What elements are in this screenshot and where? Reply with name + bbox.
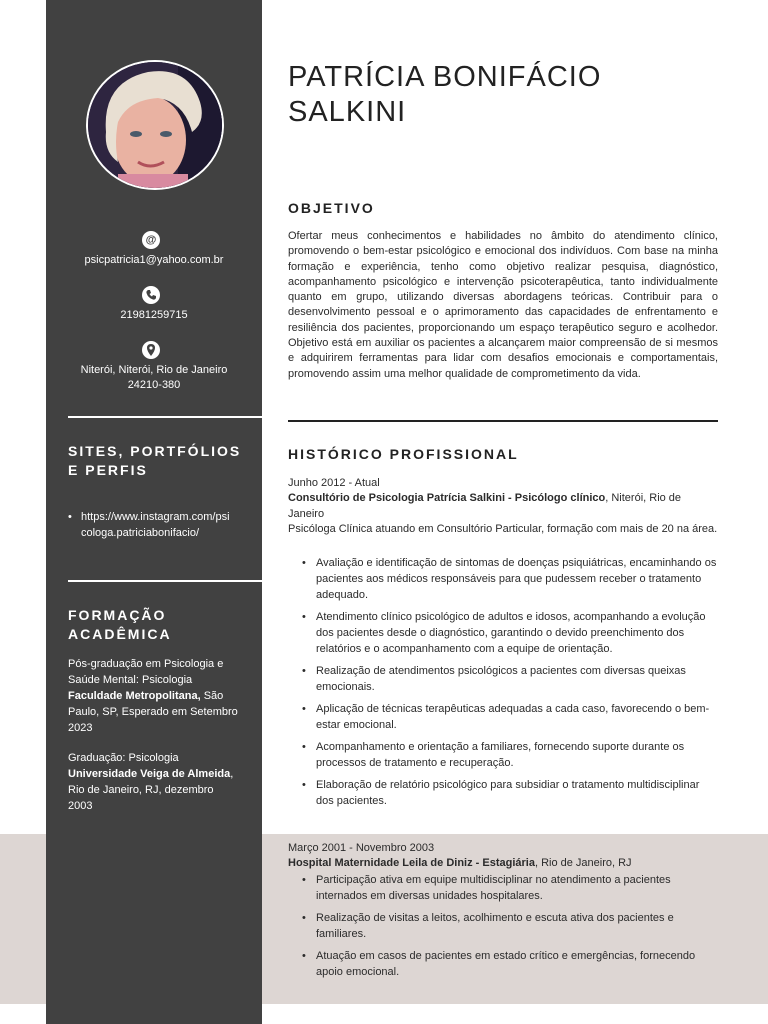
job-period: Junho 2012 - Atual bbox=[288, 477, 380, 489]
education-details: São Paulo, SP, Esperado em Setembro 2023 bbox=[68, 690, 238, 734]
education-entry bbox=[68, 750, 238, 814]
history-heading: HISTÓRICO PROFISSIONAL bbox=[288, 446, 519, 462]
job-title: Consultório de Psicologia Patrícia Salkini - Psicólogo clínico bbox=[288, 492, 606, 505]
job-bullets bbox=[300, 555, 718, 809]
education-course: Graduação: Psicologia bbox=[68, 752, 179, 764]
education-heading: FORMAÇÃO ACADÊMICA bbox=[68, 607, 172, 642]
list-item: • Realização de visitas a leitos, acolhimento e escuta ativa dos pacientes e familiares. bbox=[300, 910, 718, 942]
education-entry bbox=[68, 656, 238, 736]
profile-photo bbox=[86, 60, 224, 190]
education-school: Faculdade Metropolitana, bbox=[68, 690, 201, 702]
list-item: • Realização de atendimentos psicológicos a pacientes com diversas queixas emocionais. bbox=[300, 663, 718, 695]
objective-text: Ofertar meus conhecimentos e habilidades no âmbito do atendimento clínico, promovendo o bem-estar psicológico e emocional dos indivíduos. Com base na minha formação e experiência, tenho como objetivo realizar pesquisa, diagnóstico, acompanhamento psicológico e intervenção psicoterapêutica, tanto individualmente quanto em grupo, utilizando diversas abordagens teóricas. Contribuir para o desenvolvimento pessoal e o aprimoramento das capacidades de enfrentamento e resiliência dos pacientes, proporcionando um espaço terapêutico seguro e acolhedor. Objetivo está em auxiliar os pacientes a alcançarem maior compreensão de si mesmos e adquirirem ferramentas para lidar com desafios emocionais e comportamentais, promovendo assim uma melhor qualidade de comprometimento da vida. bbox=[288, 230, 718, 380]
list-item: • Avaliação e identificação de sintomas de doenças psiquiátricas, encaminhando os pacientes aos médicos responsáveis para que pudessem receber o tratamento adequado. bbox=[300, 555, 718, 603]
job-entry bbox=[288, 841, 718, 872]
list-item: • Participação ativa em equipe multidisciplinar no atendimento a pacientes internados em diversas unidades hospitalares. bbox=[300, 872, 718, 904]
education-school: Universidade Veiga de Almeida bbox=[68, 768, 231, 780]
sidebar-divider bbox=[68, 580, 262, 582]
education-course: Pós-graduação em Psicologia e Saúde Mental: Psicologia bbox=[68, 658, 224, 686]
job-summary: Psicóloga Clínica atuando em Consultório Particular, formação com mais de 20 na área. bbox=[288, 522, 718, 535]
list-item: • Atendimento clínico psicológico de adultos e idosos, acompanhando a evolução dos pacientes desde o diagnóstico, garantindo o devido preenchimento dos relatórios e o acompanhamento com a equipe de orientação. bbox=[300, 609, 718, 657]
education-details: , Rio de Janeiro, RJ, dezembro 2003 bbox=[68, 768, 234, 812]
address-line1: Niterói, Niterói, Rio de Janeiro bbox=[80, 364, 228, 376]
job-title: Hospital Maternidade Leila de Diniz - Estagiária bbox=[288, 857, 535, 870]
sidebar-divider bbox=[68, 416, 262, 418]
sidebar bbox=[46, 0, 262, 1024]
site-link[interactable]: https://www.instagram.com/psicologa.patriciabonifacio/ bbox=[81, 511, 230, 539]
email-text[interactable]: psicpatricia1@yahoo.com.br bbox=[84, 254, 224, 266]
list-item: • Aplicação de técnicas terapêuticas adequadas a cada caso, favorecendo o bem-estar emocional. bbox=[300, 701, 718, 733]
phone-icon bbox=[142, 286, 160, 304]
job-entry bbox=[288, 476, 718, 537]
address-line2: 24210-380 bbox=[127, 379, 181, 391]
job-bullets bbox=[300, 872, 718, 980]
at-icon: @ bbox=[142, 231, 160, 249]
objective-heading: OBJETIVO bbox=[288, 200, 375, 216]
job-period: Março 2001 - Novembro 2003 bbox=[288, 842, 435, 854]
section-divider bbox=[288, 420, 718, 422]
bullet-icon: • bbox=[68, 511, 72, 523]
location-icon bbox=[142, 341, 160, 359]
list-item: • Atuação em casos de pacientes em estado crítico e emergências, fornecendo apoio emocional. bbox=[300, 948, 718, 980]
job-location: , Rio de Janeiro, RJ bbox=[534, 857, 632, 870]
sites-heading: SITES, PORTFÓLIOS E PERFIS bbox=[68, 443, 242, 478]
phone-text[interactable]: 21981259715 bbox=[120, 309, 188, 321]
list-item: • Acompanhamento e orientação a familiares, fornecendo suporte durante os processos de tratamento e recuperação. bbox=[300, 739, 718, 771]
list-item: • Elaboração de relatório psicológico para subsidiar o tratamento multidisciplinar dos pacientes. bbox=[300, 777, 718, 809]
job-location: , Niterói, Rio de Janeiro bbox=[288, 492, 682, 520]
person-name: PATRÍCIA BONIFÁCIO SALKINI bbox=[288, 61, 602, 128]
